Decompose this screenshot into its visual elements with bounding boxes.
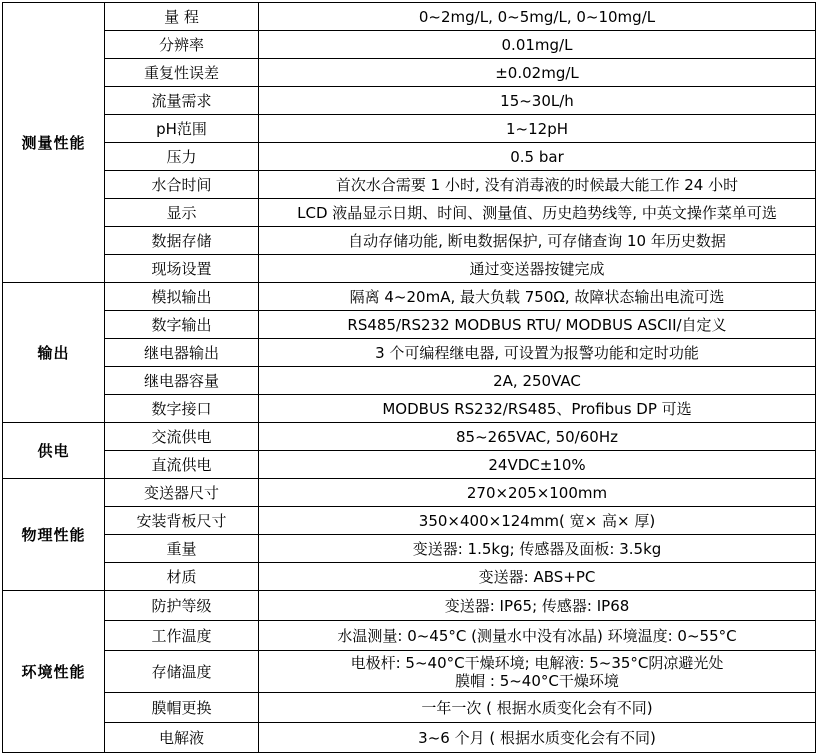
param-value: 2A, 250VAC — [259, 367, 816, 395]
table-row — [3, 367, 816, 395]
param-label: 变送器尺寸 — [105, 479, 259, 507]
param-label: 防护等级 — [105, 591, 259, 621]
table-row — [3, 621, 816, 651]
param-label: 数字接口 — [105, 395, 259, 423]
param-label: 工作温度 — [105, 621, 259, 651]
param-value: 水温测量: 0~45°C (测量水中没有冰晶) 环境温度: 0~55°C — [259, 621, 816, 651]
param-label: 存储温度 — [105, 651, 259, 693]
param-value: 首次水合需要 1 小时, 没有消毒液的时候最大能工作 24 小时 — [259, 171, 816, 199]
table-row — [3, 723, 816, 753]
param-label: 重复性误差 — [105, 59, 259, 87]
table-row — [3, 171, 816, 199]
table-row — [3, 451, 816, 479]
param-label: 显示 — [105, 199, 259, 227]
table-row — [3, 479, 816, 507]
param-value: 24VDC±10% — [259, 451, 816, 479]
param-value: 0~2mg/L, 0~5mg/L, 0~10mg/L — [259, 3, 816, 31]
table-row — [3, 31, 816, 59]
category-environment: 环境性能 — [3, 591, 105, 753]
param-label: 压力 — [105, 143, 259, 171]
param-value: 270×205×100mm — [259, 479, 816, 507]
category-power: 供电 — [3, 423, 105, 479]
param-label: 电解液 — [105, 723, 259, 753]
param-label: 数据存储 — [105, 227, 259, 255]
param-label: 安装背板尺寸 — [105, 507, 259, 535]
table-row — [3, 227, 816, 255]
param-value: 隔离 4~20mA, 最大负载 750Ω, 故障状态输出电流可选 — [259, 283, 816, 311]
param-value: 变送器: IP65; 传感器: IP68 — [259, 591, 816, 621]
param-value: 0.5 bar — [259, 143, 816, 171]
param-label: 继电器输出 — [105, 339, 259, 367]
table-row — [3, 423, 816, 451]
table-row — [3, 591, 816, 621]
category-physical: 物理性能 — [3, 479, 105, 591]
param-label: 模拟输出 — [105, 283, 259, 311]
table-row — [3, 283, 816, 311]
param-value: 350×400×124mm( 宽× 高× 厚) — [259, 507, 816, 535]
param-value: 通过变送器按键完成 — [259, 255, 816, 283]
spec-table — [2, 2, 816, 753]
category-measurement: 测量性能 — [3, 3, 105, 283]
param-value: 电极杆: 5~40°C干燥环境; 电解液: 5~35°C阴凉避光处 膜帽 : 5~40°C干燥环境 — [259, 651, 816, 693]
param-label: 继电器容量 — [105, 367, 259, 395]
table-row — [3, 563, 816, 591]
table-row — [3, 255, 816, 283]
table-row — [3, 143, 816, 171]
table-row — [3, 311, 816, 339]
table-row — [3, 651, 816, 693]
param-label: 膜帽更换 — [105, 693, 259, 723]
param-value: LCD 液晶显示日期、时间、测量值、历史趋势线等, 中英文操作菜单可选 — [259, 199, 816, 227]
param-label: pH范围 — [105, 115, 259, 143]
param-label: 流量需求 — [105, 87, 259, 115]
param-label: 材质 — [105, 563, 259, 591]
param-label: 量 程 — [105, 3, 259, 31]
spec-table-body — [3, 3, 816, 753]
param-value: 1~12pH — [259, 115, 816, 143]
param-value: 85~265VAC, 50/60Hz — [259, 423, 816, 451]
param-label: 重量 — [105, 535, 259, 563]
param-value: 0.01mg/L — [259, 31, 816, 59]
param-value: 自动存储功能, 断电数据保护, 可存储查询 10 年历史数据 — [259, 227, 816, 255]
param-label: 现场设置 — [105, 255, 259, 283]
param-value: 3~6 个月 ( 根据水质变化会有不同) — [259, 723, 816, 753]
table-row — [3, 59, 816, 87]
table-row — [3, 693, 816, 723]
table-row — [3, 339, 816, 367]
table-row — [3, 507, 816, 535]
table-row — [3, 3, 816, 31]
param-label: 分辨率 — [105, 31, 259, 59]
param-value: 3 个可编程继电器, 可设置为报警功能和定时功能 — [259, 339, 816, 367]
table-row — [3, 199, 816, 227]
param-label: 水合时间 — [105, 171, 259, 199]
param-value: ±0.02mg/L — [259, 59, 816, 87]
table-row — [3, 115, 816, 143]
param-value: MODBUS RS232/RS485、Profibus DP 可选 — [259, 395, 816, 423]
category-output: 输出 — [3, 283, 105, 423]
table-row — [3, 395, 816, 423]
param-label: 直流供电 — [105, 451, 259, 479]
param-label: 数字输出 — [105, 311, 259, 339]
param-value: 变送器: 1.5kg; 传感器及面板: 3.5kg — [259, 535, 816, 563]
param-label: 交流供电 — [105, 423, 259, 451]
param-value: 变送器: ABS+PC — [259, 563, 816, 591]
table-row — [3, 87, 816, 115]
table-row — [3, 535, 816, 563]
param-value: RS485/RS232 MODBUS RTU/ MODBUS ASCII/自定义 — [259, 311, 816, 339]
param-value: 一年一次 ( 根据水质变化会有不同) — [259, 693, 816, 723]
param-value: 15~30L/h — [259, 87, 816, 115]
